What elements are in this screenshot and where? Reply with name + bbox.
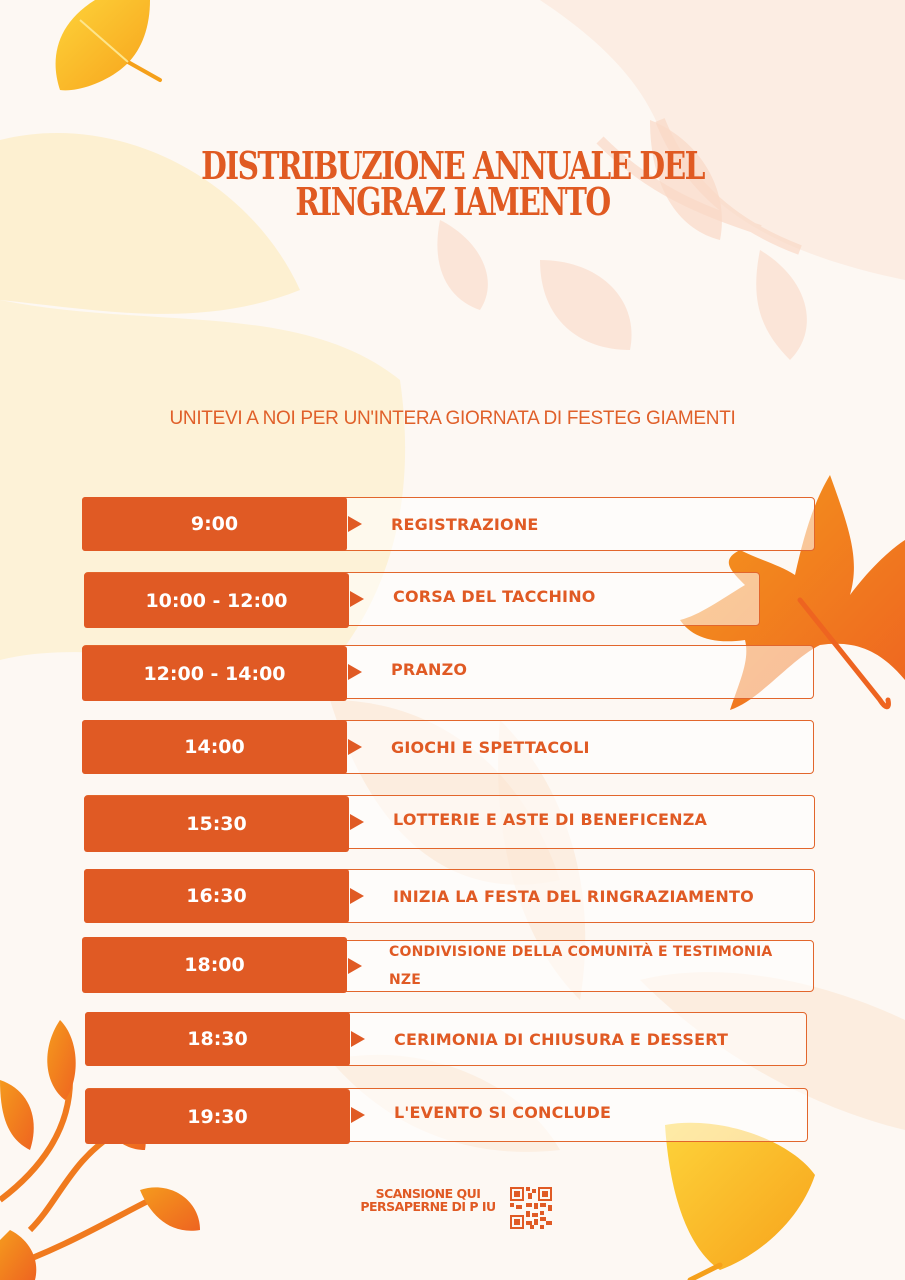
arrow-icon bbox=[350, 591, 364, 607]
schedule-row bbox=[82, 497, 815, 551]
schedule-row bbox=[85, 1012, 807, 1066]
schedule-row bbox=[82, 720, 814, 774]
schedule-time: 10:00 - 12:00 bbox=[84, 573, 349, 628]
arrow-icon bbox=[348, 958, 362, 974]
schedule-time: 19:30 bbox=[85, 1089, 350, 1144]
arrow-icon bbox=[350, 814, 364, 830]
schedule-activity: REGISTRAZIONE bbox=[391, 514, 539, 534]
scan-instruction: SCANSIONE QUI PERSAPERNE DI P IU bbox=[360, 1186, 496, 1214]
schedule-row bbox=[82, 940, 814, 992]
page-title: DISTRIBUZIONE ANNUALE DEL RINGRAZ IAMENTO bbox=[201, 143, 704, 224]
schedule-row bbox=[84, 869, 815, 923]
arrow-icon bbox=[348, 516, 362, 532]
schedule-row bbox=[84, 572, 760, 626]
schedule-activity: L'EVENTO SI CONCLUDE bbox=[394, 1102, 612, 1122]
schedule-activity: CONDIVISIONE DELLA COMUNITÀ E TESTIMONIA NZE bbox=[389, 944, 773, 988]
schedule-activity: CERIMONIA DI CHIUSURA E DESSERT bbox=[394, 1029, 729, 1049]
schedule-time: 9:00 bbox=[82, 497, 347, 551]
qr-code-icon[interactable] bbox=[510, 1187, 552, 1229]
schedule-time: 12:00 - 14:00 bbox=[82, 646, 347, 701]
schedule-time: 18:00 bbox=[82, 937, 347, 993]
arrow-icon bbox=[350, 888, 364, 904]
arrow-icon bbox=[348, 739, 362, 755]
schedule-activity: PRANZO bbox=[391, 659, 468, 679]
schedule-activity: CORSA DEL TACCHINO bbox=[393, 586, 596, 606]
arrow-icon bbox=[348, 664, 362, 680]
schedule-activity: LOTTERIE E ASTE DI BENEFICENZA bbox=[393, 809, 708, 829]
subtitle: UNITEVI A NOI PER UN'INTERA GIORNATA DI FESTEG GIAMENTI bbox=[169, 408, 736, 429]
arrow-icon bbox=[351, 1031, 365, 1047]
arrow-icon bbox=[351, 1107, 365, 1123]
schedule-time: 16:30 bbox=[84, 869, 349, 923]
schedule-row bbox=[85, 1088, 808, 1142]
schedule-row bbox=[84, 795, 815, 849]
schedule-time: 14:00 bbox=[82, 720, 347, 774]
schedule-activity: INIZIA LA FESTA DEL RINGRAZIAMENTO bbox=[393, 886, 754, 906]
schedule-row bbox=[82, 645, 814, 699]
schedule-activity: GIOCHI E SPETTACOLI bbox=[391, 737, 590, 757]
schedule-time: 18:30 bbox=[85, 1012, 350, 1066]
schedule-time: 15:30 bbox=[84, 796, 349, 852]
